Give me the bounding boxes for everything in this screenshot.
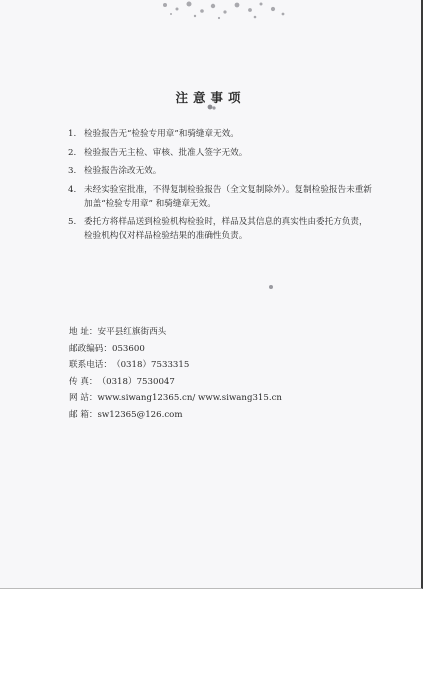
contact-postcode xyxy=(69,341,282,358)
email-label: 邮 箱： xyxy=(69,409,98,420)
contact-phone xyxy=(69,357,282,374)
postcode-label: 邮政编码： xyxy=(69,343,112,354)
ink-speck xyxy=(206,103,218,112)
contact-info xyxy=(69,324,282,424)
note-text: 检验机构仅对样品检验结果的准确性负责。 xyxy=(84,231,248,241)
website-value: www.siwang12365.cn/ www.siwang315.cn xyxy=(97,393,282,404)
note-number: 5. xyxy=(68,217,77,227)
page-title: 注意事项 xyxy=(175,90,246,105)
note-text: 未经实验室批准，不得复制检验报告（全文复制除外）。复制检验报告未重新 xyxy=(84,184,372,195)
note-item xyxy=(68,164,398,178)
contact-address xyxy=(69,324,282,341)
contact-website xyxy=(69,390,282,407)
phone-value: （0318）7533315 xyxy=(111,360,190,371)
note-text: 检验报告涂改无效。 xyxy=(84,166,162,176)
note-text: 检验报告无“检验专用章”和骑缝章无效。 xyxy=(84,129,239,139)
notes-list xyxy=(68,127,398,248)
note-item xyxy=(68,146,398,160)
scan-smudge xyxy=(155,0,295,22)
note-text: 加盖“检验专用章” 和骑缝章无效。 xyxy=(84,198,216,209)
address-label: 地 址： xyxy=(69,327,98,337)
note-number: 1. xyxy=(68,129,77,139)
contact-fax xyxy=(69,374,282,391)
note-number: 3. xyxy=(68,166,77,176)
postcode-value: 053600 xyxy=(111,343,145,354)
fax-value: （0318）7530047 xyxy=(97,376,175,387)
email-value: sw12365@126.com xyxy=(97,409,183,420)
note-number: 4. xyxy=(68,184,77,195)
note-item xyxy=(68,127,398,141)
note-text: 检验报告无主检、审核、批准人签字无效。 xyxy=(84,147,248,158)
ink-speck xyxy=(266,283,278,291)
phone-label: 联系电话： xyxy=(69,360,112,371)
website-label: 网 站： xyxy=(69,393,98,404)
note-item xyxy=(68,183,398,211)
contact-email xyxy=(69,407,282,424)
note-item xyxy=(68,215,398,243)
note-number: 2. xyxy=(68,147,77,158)
note-text: 委托方将样品送到检验机构检验时，样品及其信息的真实性由委托方负责， xyxy=(84,217,368,227)
fax-label: 传 真： xyxy=(69,376,98,387)
address-value: 安平县红旗街西头 xyxy=(97,327,167,337)
